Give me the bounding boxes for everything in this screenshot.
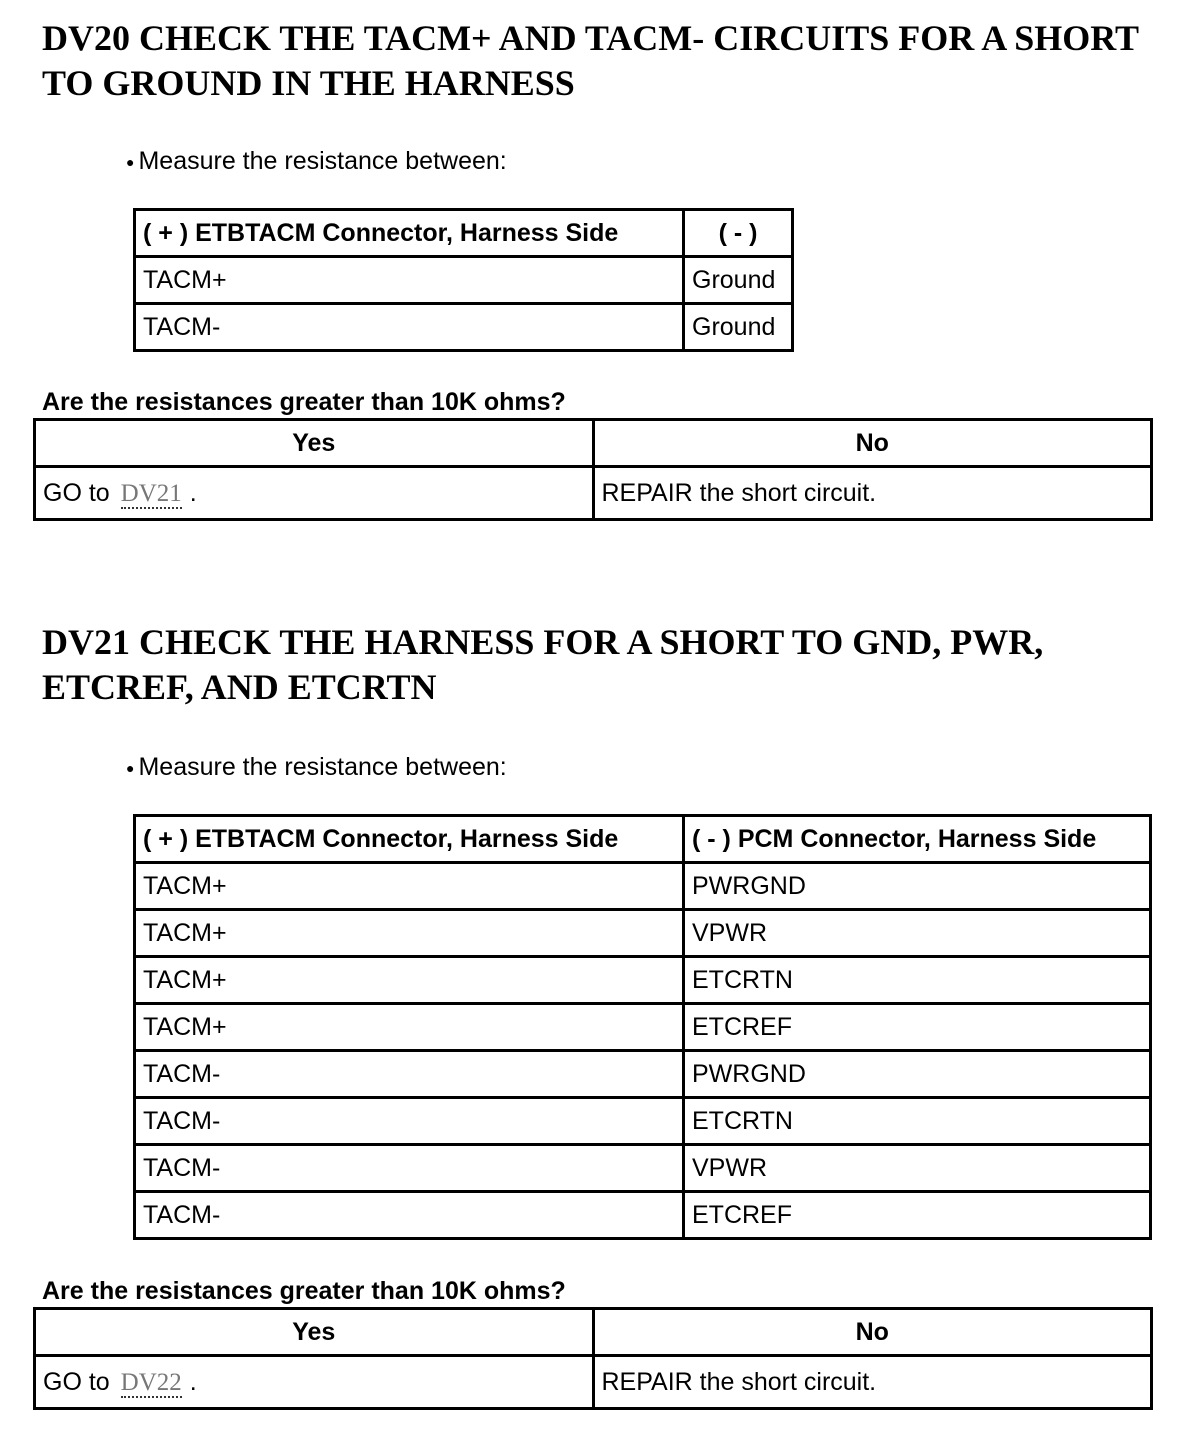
table-cell: TACM+ — [135, 910, 684, 957]
answer-table — [33, 418, 1153, 521]
table-cell: TACM- — [135, 304, 684, 351]
section-title: DV21 CHECK THE HARNESS FOR A SHORT TO GND, PWR, ETCREF, AND ETCRTN — [42, 622, 1044, 707]
table-cell: VPWR — [684, 910, 1151, 957]
answer-table — [33, 1307, 1153, 1410]
dv22-link[interactable]: DV22 — [120, 1368, 182, 1396]
table-header-row — [35, 1309, 1152, 1356]
measurement-table — [133, 814, 1152, 1240]
measurement-table — [133, 208, 794, 352]
yes-header: Yes — [35, 420, 594, 467]
table-cell: TACM- — [135, 1145, 684, 1192]
table-cell: ETCREF — [684, 1192, 1151, 1239]
instruction: ● Measure the resistance between: — [126, 147, 507, 175]
no-cell: REPAIR the short circuit. — [593, 467, 1152, 520]
table-cell: Ground — [684, 257, 793, 304]
table-cell: Ground — [684, 304, 793, 351]
column-header: ( + ) ETBTACM Connector, Harness Side — [135, 816, 684, 863]
no-header: No — [593, 1309, 1152, 1356]
table-cell: TACM+ — [135, 957, 684, 1004]
bullet-icon: ● — [126, 760, 135, 777]
yes-cell: GO to DV22 . — [35, 1356, 594, 1409]
table-cell: PWRGND — [684, 1051, 1151, 1098]
table-row — [35, 1356, 1152, 1409]
table-row — [135, 1145, 1151, 1192]
table-row — [135, 1004, 1151, 1051]
table-cell: TACM- — [135, 1192, 684, 1239]
table-cell: ETCREF — [684, 1004, 1151, 1051]
table-cell: TACM+ — [135, 1004, 684, 1051]
table-row — [135, 257, 793, 304]
no-cell: REPAIR the short circuit. — [593, 1356, 1152, 1409]
table-cell: TACM- — [135, 1098, 684, 1145]
table-row — [135, 957, 1151, 1004]
table-cell: PWRGND — [684, 863, 1151, 910]
no-header: No — [593, 420, 1152, 467]
bullet-icon: ● — [126, 154, 135, 171]
table-row — [135, 910, 1151, 957]
table-header-row — [135, 816, 1151, 863]
table-row — [135, 1098, 1151, 1145]
column-header: ( - ) PCM Connector, Harness Side — [684, 816, 1151, 863]
dv21-link[interactable]: DV21 — [120, 479, 182, 507]
question: Are the resistances greater than 10K ohms? — [42, 1277, 566, 1305]
table-row — [135, 1192, 1151, 1239]
section-title: DV20 CHECK THE TACM+ AND TACM- CIRCUITS FOR A SHORT TO GROUND IN THE HARNESS — [42, 18, 1139, 103]
column-header: ( - ) — [684, 210, 793, 257]
column-header: ( + ) ETBTACM Connector, Harness Side — [135, 210, 684, 257]
table-cell: TACM- — [135, 1051, 684, 1098]
instruction: ● Measure the resistance between: — [126, 753, 507, 781]
table-row — [135, 1051, 1151, 1098]
table-cell: TACM+ — [135, 863, 684, 910]
yes-cell: GO to DV21 . — [35, 467, 594, 520]
table-cell: VPWR — [684, 1145, 1151, 1192]
table-cell: TACM+ — [135, 257, 684, 304]
yes-header: Yes — [35, 1309, 594, 1356]
table-row — [135, 304, 793, 351]
table-header-row — [135, 210, 793, 257]
table-header-row — [35, 420, 1152, 467]
table-cell: ETCRTN — [684, 957, 1151, 1004]
question: Are the resistances greater than 10K ohms? — [42, 388, 566, 416]
table-row — [135, 863, 1151, 910]
table-row — [35, 467, 1152, 520]
table-cell: ETCRTN — [684, 1098, 1151, 1145]
